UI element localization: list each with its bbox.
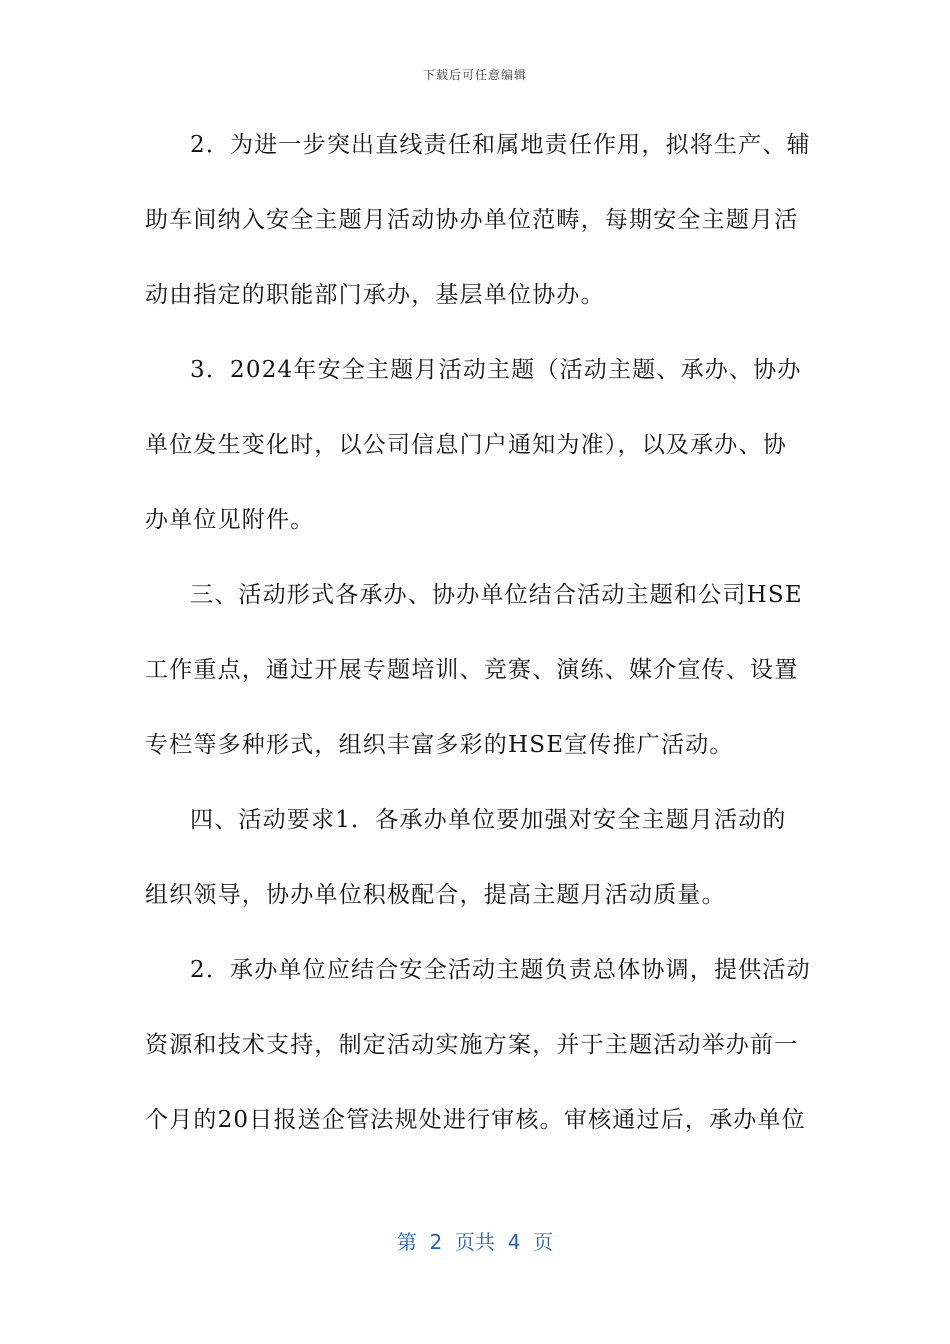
paragraph-line: 单位发生变化时，以公司信息门户通知为准），以及承办、协 xyxy=(145,432,787,458)
paragraph-line: 三、活动形式各承办、协办单位结合活动主题和公司HSE xyxy=(190,582,803,608)
paragraph-line: 个月的20日报送企管法规处进行审核。审核通过后，承办单位 xyxy=(145,1107,806,1133)
paragraph-line: 动由指定的职能部门承办，基层单位协办。 xyxy=(145,282,605,308)
paragraph-line: 3．2024年安全主题月活动主题（活动主题、承办、协办 xyxy=(190,357,802,383)
paragraph-line: 办单位见附件。 xyxy=(145,507,315,533)
paragraph-line: 组织领导，协办单位积极配合，提高主题月活动质量。 xyxy=(145,882,726,908)
paragraph-line: 2．承办单位应结合安全活动主题负责总体协调，提供活动 xyxy=(190,957,811,983)
paragraph-line: 工作重点，通过开展专题培训、竞赛、演练、媒介宣传、设置 xyxy=(145,657,799,683)
paragraph-line: 2．为进一步突出直线责任和属地责任作用，拟将生产、辅 xyxy=(190,132,811,158)
page-number-footer: 第 2 页共 4 页 xyxy=(396,1230,554,1254)
paragraph-line: 资源和技术支持，制定活动实施方案，并于主题活动举办前一 xyxy=(145,1032,799,1058)
header-note: 下载后可任意编辑 xyxy=(422,68,527,82)
paragraph-line: 助车间纳入安全主题月活动协办单位范畴，每期安全主题月活 xyxy=(145,207,799,233)
paragraph-line: 专栏等多种形式，组织丰富多彩的HSE宣传推广活动。 xyxy=(145,732,734,758)
paragraph-line: 四、活动要求1．各承办单位要加强对安全主题月活动的 xyxy=(190,807,787,833)
